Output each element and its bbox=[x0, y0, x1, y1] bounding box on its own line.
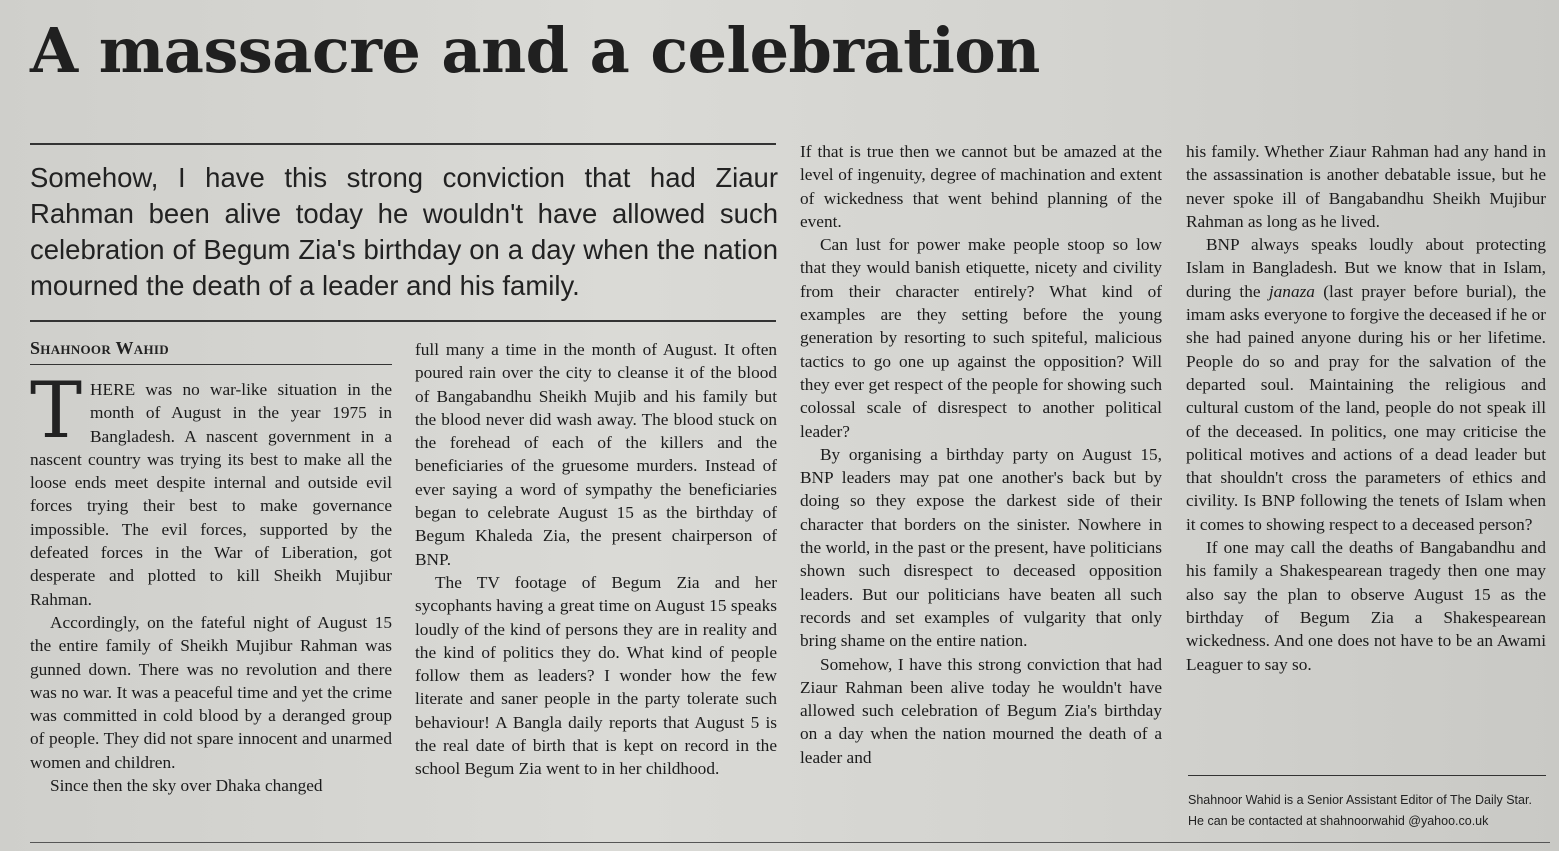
col3-paragraph-1: If that is true then we cannot but be amazed at the level of ingenuity, degree of machination and extent of wickedness that went behind planning of the event. bbox=[800, 142, 1162, 231]
col3-paragraph-3: By organising a birthday party on August 15, BNP leaders may pat one another's back but by doing so they expose the darkest side of their character that borders on the sinister. Nowhere in the world, in the past or the present, have politicians shown such disrespect to deceased opposition leaders. But our politicians have beaten all such records and set examples of vulgarity that only bring shame on the entire nation. bbox=[800, 444, 1162, 651]
bio-line-1: Shahnoor Wahid is a Senior Assistant Editor of The Daily Star. bbox=[1188, 793, 1532, 807]
col4-paragraph-2-part-b: (last prayer before burial), the imam asks everyone to forgive the deceased if he or she had pained anyone during his or her lifetime. People do so and pray for the salvation of the departed soul. Maintaining the religious and cultural custom of the land, people do not speak ill of the deceased. In politics, one may criticise the political motives and actions of a dead leader but that shouldn't cross the parameters of ethics and civility. Is BNP following the tenets of Islam when it comes to showing respect to a deceased person? bbox=[1186, 281, 1546, 534]
lead-paragraph bbox=[30, 366, 392, 611]
author-bio bbox=[1188, 790, 1548, 832]
headline: A massacre and a celebration bbox=[30, 14, 1040, 87]
drop-cap: T bbox=[30, 366, 83, 456]
col3-paragraph-4: Somehow, I have this strong conviction that had Ziaur Rahman been alive today he wouldn't have allowed such celebration of Begum Zia's birthday on a day when the nation mourned the death of a leader and bbox=[800, 654, 1162, 767]
col4-paragraph-2 bbox=[1186, 233, 1546, 536]
col1-paragraph-3: Since then the sky over Dhaka changed bbox=[50, 776, 323, 796]
deck-bottom-rule bbox=[30, 320, 776, 322]
col4-paragraph-3: If one may call the deaths of Bangabandhu and his family a Shakespearean tragedy then one may also say the plan to observe August 15 as the birthday of Begum Zia a Shakespearean wickedness. And one does not have to be an Awami Leaguer to say so. bbox=[1186, 538, 1546, 674]
col4-paragraph-1: his family. Whether Ziaur Rahman had any hand in the assassination is another debatable issue, but he never spoke ill of Bangabandhu Sheikh Mujibur Rahman as long as he lived. bbox=[1186, 142, 1546, 231]
column-3 bbox=[800, 140, 1162, 769]
col3-paragraph-2: Can lust for power make people stoop so low that they would banish etiquette, nicety and civility from their character entirely? What kind of examples are they setting before the young generation by resorting to such spiteful, malicious tactics to go one up against the opposition? Will they ever get respect of the people for showing such colossal scale of disrespect to another political leader? bbox=[800, 235, 1162, 441]
deck-pullquote: Somehow, I have this strong conviction that had Ziaur Rahman been alive today he wouldn't have allowed such celebration of Begum Zia's birthday on a day when the nation mourned the death of a leader and his family. bbox=[30, 162, 778, 301]
column-2 bbox=[415, 338, 777, 781]
col1-paragraph-2: Accordingly, on the fateful night of August 15 the entire family of Sheikh Mujibur Rahman was gunned down. There was no revolution and there was no war. It was a peaceful time and yet the crime was committed in cold blood by a deranged group of people. They did not spare innocent and unarmed women and children. bbox=[30, 612, 392, 772]
column-1 bbox=[30, 366, 392, 797]
byline: Shahnoor Wahid bbox=[30, 338, 169, 358]
bio-rule bbox=[1188, 775, 1546, 776]
bio-line-2: He can be contacted at shahnoorwahid @yahoo.co.uk bbox=[1188, 814, 1489, 828]
col2-paragraph-2: The TV footage of Begum Zia and her sycophants having a great time on August 15 speaks loudly of the kind of persons they are in reality and the kind of politics they do. What kind of people follow them as leaders? I wonder how the few literate and saner people in the party tolerate such behaviour! A Bangla daily reports that August 5 is the real date of birth that is kept on record in the school Begum Zia went to in her childhood. bbox=[415, 572, 777, 779]
bottom-rule bbox=[30, 842, 1550, 843]
janaza-italic: janaza bbox=[1268, 281, 1315, 301]
deck-top-rule bbox=[30, 143, 776, 145]
column-4 bbox=[1186, 140, 1546, 676]
byline-rule bbox=[30, 364, 392, 365]
col2-paragraph-1: full many a time in the month of August. It often poured rain over the city to cleanse it of the blood of Bangabandhu Sheikh Mujib and his family but the blood never did wash away. The blood stuck on the forehead of each of the killers and the beneficiaries of the gruesome murders. Instead of ever saying a word of sympathy the beneficiaries began to celebrate August 15 as the birthday of Begum Khaleda Zia, the present chairperson of BNP. bbox=[415, 340, 777, 569]
col1-paragraph-1: HERE was no war-like situation in the month of August in the year 1975 in Bangladesh. A nascent government in a nascent country was trying its best to make all the loose ends meet despite internal and outside evil forces trying their best to make governance impossible. The evil forces, supported by the defeated forces in the War of Liberation, got desperate and plotted to kill Sheikh Mujibur Rahman. bbox=[30, 380, 392, 609]
col4-paragraph-2-part-a: BNP always speaks loudly about protecting Islam in Bangladesh. But we know that in Islam, during the bbox=[1186, 235, 1546, 301]
